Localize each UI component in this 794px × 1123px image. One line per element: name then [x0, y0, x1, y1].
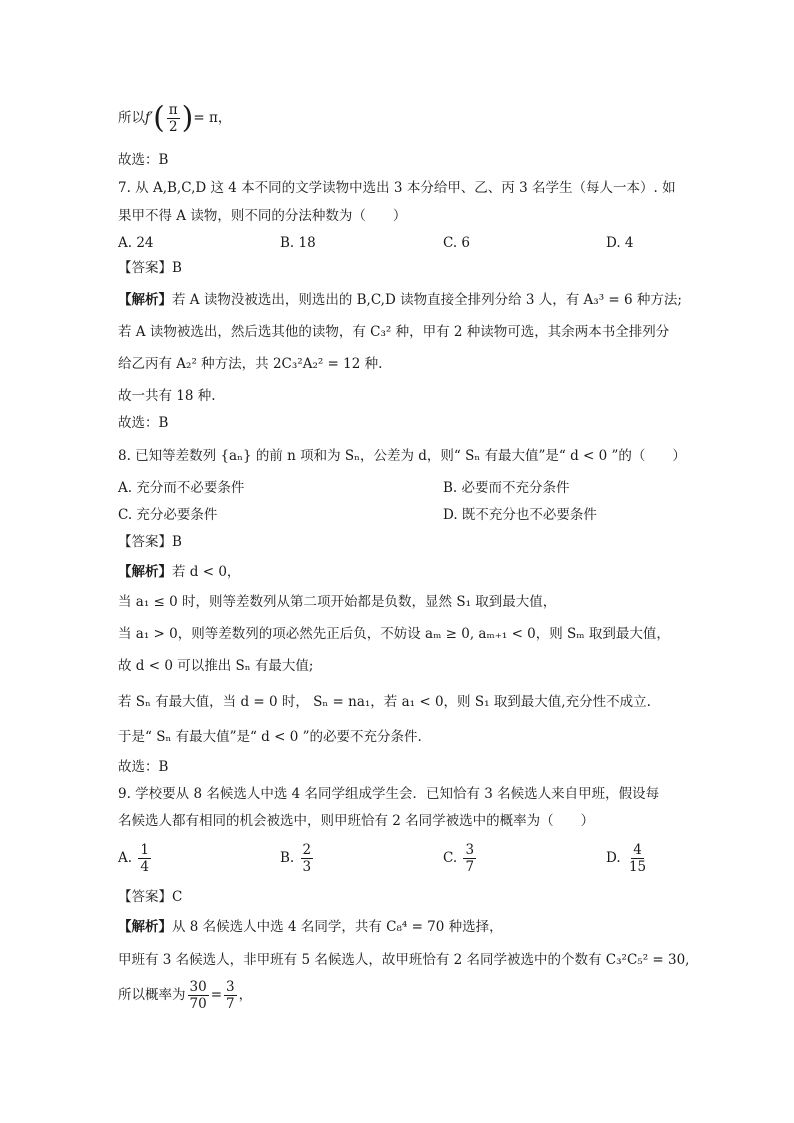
q9-option-d: [606, 842, 650, 875]
option-label: A.: [118, 850, 133, 866]
option-fraction: [463, 842, 476, 875]
prefix-text: 所以: [118, 110, 145, 126]
analysis-label: 【解析】: [118, 919, 172, 935]
suffix-text: ，: [238, 987, 253, 1003]
q9-line-1: 9. 学校要从 8 名候选人中选 4 名同学组成学生会．已知恰有 3 名候选人来自甲班，假设每: [118, 786, 660, 802]
fraction-denominator: 2: [168, 119, 178, 135]
fraction-pi-over-2: [167, 102, 180, 135]
q9-answer: 【答案】C: [118, 889, 183, 905]
q9-line-2: 名候选人都有相同的机会被选中，则甲班恰有 2 名同学被选中的概率为（ ）: [118, 813, 595, 829]
fraction-3-7: [224, 979, 237, 1012]
q7-option-a: A. 24: [118, 235, 154, 251]
derivative-result-line: [118, 100, 231, 136]
analysis-text: 若 A 读物没被选出，则选出的 B,C,D 读物直接全排列分给 3 人，有 A₃³ = 6 种方法;: [172, 292, 682, 308]
q8-option-d: D. 既不充分也不必要条件: [443, 507, 597, 523]
analysis-label: 【解析】: [118, 564, 172, 580]
option-fraction: [627, 842, 648, 875]
analysis-label: 【解析】: [118, 292, 172, 308]
function-symbol: f: [145, 110, 150, 126]
q7-analysis-3: 给乙丙有 A₂² 种方法，共 2C₃²A₂² = 12 种.: [118, 356, 383, 372]
fraction-numerator: 2: [302, 842, 312, 858]
fraction-numerator: 3: [465, 842, 475, 858]
q8-analysis-6: 于是“ Sₙ 有最大值”是“ d < 0 ”的必要不充分条件.: [118, 729, 422, 745]
q7-option-b: B. 18: [280, 235, 316, 251]
q7-answer: 【答案】B: [118, 260, 182, 276]
q9-analysis-1: [118, 917, 503, 937]
q8-line-1: 8. 已知等差数列 {aₙ} 的前 n 项和为 Sₙ，公差为 d，则“ Sₙ 有最大值”是“ d < 0 ”的（ ）: [118, 448, 686, 464]
q8-option-a: A. 充分而不必要条件: [118, 480, 245, 496]
right-paren: ): [181, 100, 194, 136]
q9-option-b: [280, 842, 315, 875]
q8-analysis-4: 故 d < 0 可以推出 Sₙ 有最大值;: [118, 658, 314, 674]
equals-sign: =: [210, 987, 222, 1003]
q8-analysis-3: 当 a₁ > 0，则等差数列的项必然先正后负，不妨设 aₘ ≥ 0, aₘ₊₁ < 0，则 Sₘ 取到最大值，: [118, 626, 670, 642]
fraction-denominator: 70: [189, 996, 207, 1012]
q7-analysis-4: 故一共有 18 种.: [118, 388, 216, 404]
fraction-denominator: 3: [302, 859, 312, 875]
prime-symbol: ′: [150, 110, 154, 126]
q9-analysis-3: [118, 975, 252, 1015]
q7-analysis-1: [118, 290, 682, 310]
option-label: C.: [443, 850, 458, 866]
q8-analysis-5: 若 Sₙ 有最大值，当 d = 0 时， Sₙ = na₁，若 a₁ < 0，则 S₁ 取到最大值,充分性不成立.: [118, 694, 651, 710]
left-paren: (: [153, 100, 165, 136]
result-text: = π，: [193, 110, 232, 126]
q8-answer: 【答案】B: [118, 534, 182, 550]
option-fraction: [301, 842, 314, 875]
q7-option-c: C. 6: [443, 235, 471, 251]
q7-option-d: D. 4: [606, 235, 634, 251]
option-fraction: [138, 842, 151, 875]
option-label: B.: [280, 850, 295, 866]
fraction-30-70: [188, 979, 209, 1012]
q9-analysis-2: 甲班有 3 名候选人，非甲班有 5 名候选人，故甲班恰有 2 名同学被选中的个数有 C₃²C₅² = 30,: [118, 952, 690, 968]
fraction-denominator: 4: [140, 859, 149, 875]
fraction-numerator: 1: [140, 842, 149, 858]
prefix-text: 所以概率为: [118, 987, 186, 1003]
q7-line-1: 7. 从 A,B,C,D 这 4 本不同的文学读物中选出 3 本分给甲、乙、丙 3 名学生（每人一本）. 如: [118, 180, 676, 196]
fraction-numerator: 30: [189, 979, 207, 995]
fraction-denominator: 7: [465, 859, 475, 875]
q6-choose: 故选：B: [118, 152, 169, 168]
q8-option-c: C. 充分必要条件: [118, 507, 218, 523]
fraction-numerator: 4: [633, 842, 642, 858]
fraction-denominator: 15: [628, 859, 647, 875]
q7-line-2: 果甲不得 A 读物，则不同的分法种数为（ ）: [118, 208, 407, 224]
q9-option-a: [118, 842, 153, 875]
fraction-denominator: 7: [226, 996, 235, 1012]
q8-option-b: B. 必要而不充分条件: [443, 480, 570, 496]
q8-choose: 故选：B: [118, 759, 169, 775]
fraction-numerator: 3: [226, 979, 235, 995]
analysis-text: 从 8 名候选人中选 4 名同学，共有 C₈⁴ = 70 种选择，: [172, 919, 503, 935]
option-label: D.: [606, 850, 621, 866]
q7-analysis-2: 若 A 读物被选出，然后选其他的读物，有 C₃² 种，甲有 2 种读物可选，其余两本书全排列分: [118, 324, 670, 340]
q7-choose: 故选：B: [118, 415, 169, 431]
analysis-text: 若 d < 0，: [172, 564, 241, 580]
q8-analysis-1: [118, 562, 240, 582]
fraction-numerator: π: [168, 102, 178, 118]
q8-analysis-2: 当 a₁ ≤ 0 时，则等差数列从第二项开始都是负数，显然 S₁ 取到最大值，: [118, 594, 557, 610]
q9-option-c: [443, 842, 478, 875]
